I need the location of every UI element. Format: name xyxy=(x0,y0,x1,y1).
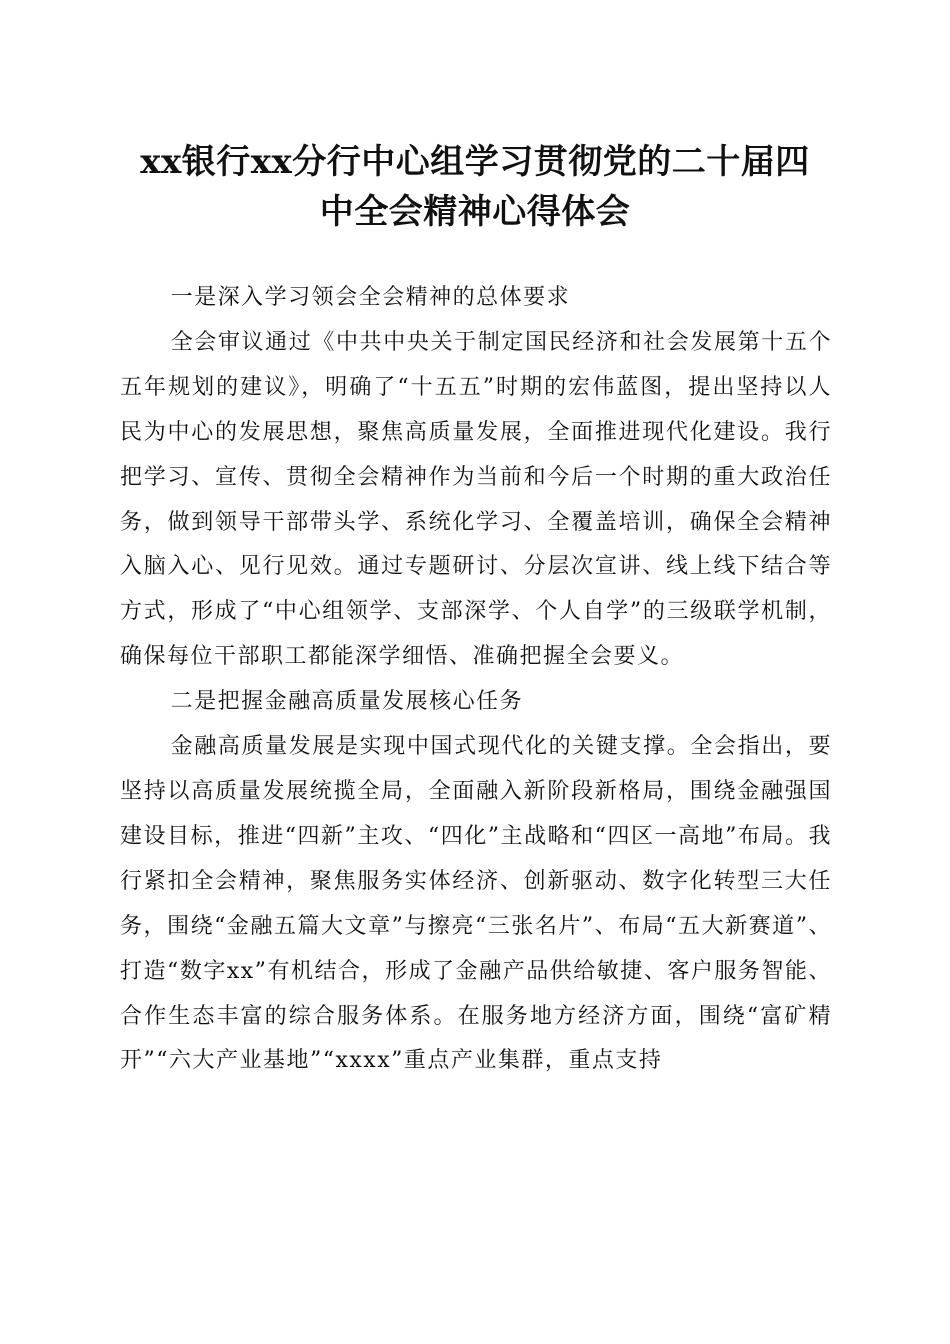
document-body xyxy=(120,276,832,1084)
title-line-2: 中全会精神心得体会 xyxy=(319,192,631,232)
document-title xyxy=(100,137,850,237)
section-2-paragraph: 金融高质量发展是实现中国式现代化的关键支撑。全会指出，要坚持以高质量发展统揽全局，全面融入新阶段新格局，围绕金融强国建设目标，推进“四新”主攻、“四化”主战略和“四区一高地”布局。我行紧扣全会精神，聚焦服务实体经济、创新驱动、数字化转型三大任务，围绕“金融五篇大文章”与擦亮“三张名片”、布局“五大新赛道”、打造“数字xx”有机结合，形成了金融产品供给敏捷、客户服务智能、合作生态丰富的综合服务体系。在服务地方经济方面，围绕“富矿精开”“六大产业基地”“xxxx”重点产业集群，重点支持 xyxy=(120,734,832,1074)
section-2-heading: 二是把握金融高质量发展核心任务 xyxy=(170,689,524,715)
section-1-paragraph: 全会审议通过《中共中央关于制定国民经济和社会发展第十五个五年规划的建议》，明确了“十五五”时期的宏伟蓝图，提出坚持以人民为中心的发展思想，聚焦高质量发展，全面推进现代化建设。我行把学习、宣传、贯彻全会精神作为当前和今后一个时期的重大政治任务，做到领导干部带头学、系统化学习、全覆盖培训，确保全会精神入脑入心、见行见效。通过专题研讨、分层次宣讲、线上线下结合等方式，形成了“中心组领学、支部深学、个人自学”的三级联学机制，确保每位干部职工都能深学细悟、准确把握全会要义。 xyxy=(120,329,832,670)
title-line-1: xx银行xx分行中心组学习贯彻党的二十届四 xyxy=(140,142,810,182)
section-1-heading: 一是深入学习领会全会精神的总体要求 xyxy=(170,285,571,310)
